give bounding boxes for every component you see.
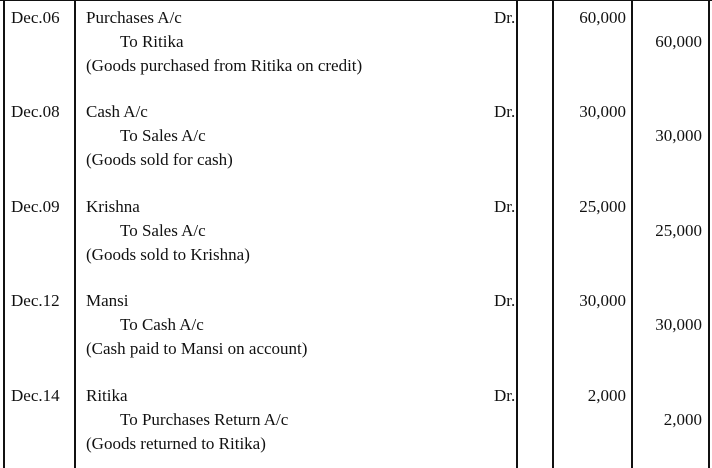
journal-entry	[0, 189, 712, 264]
journal-entry	[0, 378, 712, 453]
debit-account: Mansi	[86, 291, 129, 310]
debit-amount: 2,000	[587, 386, 626, 405]
credit-account: To Ritika	[120, 32, 184, 51]
dr-marker: Dr.	[494, 8, 516, 27]
credit-amount: 25,000	[655, 221, 702, 240]
narration: (Goods purchased from Ritika on credit)	[86, 56, 363, 75]
entry-date: Dec.14	[11, 386, 60, 405]
credit-amount: 2,000	[663, 410, 702, 429]
debit-account: Purchases A/c	[86, 8, 182, 27]
entry-date: Dec.06	[11, 8, 60, 27]
entry-date: Dec.08	[11, 102, 60, 121]
narration: (Cash paid to Mansi on account)	[86, 339, 308, 358]
debit-amount: 25,000	[579, 197, 626, 216]
credit-account: To Purchases Return A/c	[120, 410, 289, 429]
dr-marker: Dr.	[494, 386, 516, 405]
narration: (Goods sold for cash)	[86, 150, 233, 169]
narration: (Goods sold to Krishna)	[86, 245, 250, 264]
debit-account: Cash A/c	[86, 102, 148, 121]
entry-date: Dec.12	[11, 291, 60, 310]
credit-amount: 30,000	[655, 126, 702, 145]
credit-account: To Sales A/c	[120, 221, 206, 240]
credit-account: To Cash A/c	[120, 315, 204, 334]
debit-amount: 30,000	[579, 102, 626, 121]
narration: (Goods returned to Ritika)	[86, 434, 266, 453]
credit-account: To Sales A/c	[120, 126, 206, 145]
journal-entry	[0, 94, 712, 169]
dr-marker: Dr.	[494, 197, 516, 216]
credit-amount: 60,000	[655, 32, 702, 51]
credit-amount: 30,000	[655, 315, 702, 334]
dr-marker: Dr.	[494, 102, 516, 121]
debit-account: Krishna	[86, 197, 140, 216]
journal-entry	[0, 0, 712, 75]
entry-date: Dec.09	[11, 197, 60, 216]
journal-entry	[0, 283, 712, 358]
dr-marker: Dr.	[494, 291, 516, 310]
debit-account: Ritika	[86, 386, 128, 405]
debit-amount: 30,000	[579, 291, 626, 310]
debit-amount: 60,000	[579, 8, 626, 27]
